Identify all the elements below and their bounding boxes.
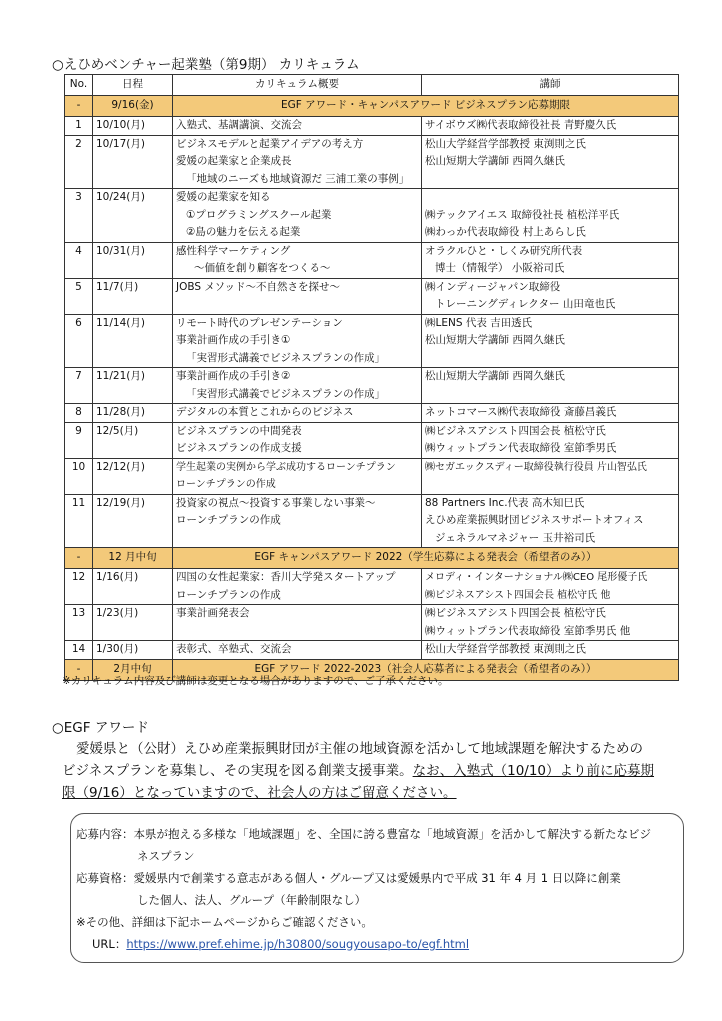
application-content-cont: ネスプラン [137,849,195,863]
row-date: 11/28(月) [93,404,173,423]
curriculum-title: ○えひめベンチャー起業塾（第9期） カリキュラム [52,57,360,73]
table-row [65,135,679,189]
egf-deadline-notice: 限（9/16）となっていますので、社会人の方はご留意ください。 [62,785,457,801]
application-qualification-label: 応募資格： [76,871,134,885]
summary-line: 「実習形式講義でビジネスプランの作成」 [186,387,386,400]
table-row [65,278,679,314]
row-date: 10/31(月) [93,242,173,278]
table-row [65,422,679,458]
table-row-highlight [65,548,679,569]
lecturer-line: サイボウズ㈱代表取締役社長 青野慶久氏 [425,119,617,131]
lecturer-line: ㈱テックアイエス 取締役社長 植松洋平氏 [425,208,620,221]
row-lecturer [422,404,679,423]
summary-line: 愛媛の起業家と企業成長 [176,155,292,167]
summary-line: 学生起業の実例から学ぶ成功するローンチプラン [176,461,396,473]
row-date: 12 月中旬 [93,548,173,569]
header-date: 日程 [93,75,173,96]
lecturer-line: オラクルひと・しくみ研究所代表 [425,244,583,257]
table-row [65,404,679,423]
egf-deadline-notice: なお、入塾式（10/10）より前に応募期 [412,763,655,779]
summary-line: 事業計画作成の手引き① [176,334,291,346]
row-summary [173,605,422,641]
row-date: 12/5(月) [93,422,173,458]
row-lecturer [422,278,679,314]
curriculum-table [64,74,679,681]
row-summary [173,278,422,314]
summary-line: 愛媛の起業家を知る [176,191,271,203]
row-no: 7 [65,368,93,404]
summary-line: 事業計画発表会 [176,607,250,619]
lecturer-line: 博士（情報学） 小阪裕司氏 [435,262,565,274]
row-summary [173,569,422,605]
table-row [65,314,679,368]
row-summary [173,458,422,494]
row-summary [173,135,422,189]
lecturer-line: 松山大学経営学部教授 東渕則之氏 [425,643,586,655]
row-date: 1/16(月) [93,569,173,605]
row-lecturer [422,422,679,458]
application-qualification-text: 愛媛県内で創業する意志がある個人・グループ又は愛媛県内で平成 31 年 4 月 1 日以降に創業 [133,871,621,885]
row-lecturer [422,242,679,278]
summary-line: ローンチプランの作成 [176,479,276,490]
summary-line: ローンチプランの作成 [176,514,281,526]
lecturer-line: ㈱インディージャパン取締役 [425,280,561,293]
summary-line: JOBS メソッド～不自然さを探せ～ [176,280,341,293]
summary-line: 「実習形式講義でビジネスプランの作成」 [186,351,386,364]
row-no: 1 [65,117,93,136]
row-no: 4 [65,242,93,278]
row-summary [173,641,422,660]
row-summary [173,117,422,136]
summary-line: 「地域のニーズも地域資源だ 三浦工業の事例」 [186,172,410,185]
row-summary [173,314,422,368]
header-no: No. [65,75,93,96]
row-no: 5 [65,278,93,314]
row-no: 10 [65,458,93,494]
row-date: 11/7(月) [93,278,173,314]
row-date: 11/21(月) [93,368,173,404]
lecturer-line: ㈱LENS 代表 吉田透氏 [425,316,533,329]
summary-line: 感性科学マーケティング [176,244,291,257]
summary-line: ②島の魅力を伝える起業 [186,226,301,238]
row-merged: EGF キャンパスアワード 2022（学生応募による発表会（希望者のみ）） [173,548,679,569]
application-content [76,823,651,845]
row-date: 11/14(月) [93,314,173,368]
row-lecturer [422,569,679,605]
summary-line: ①プログラミングスクール起業 [186,208,332,221]
egf-description-line: 愛媛県と（公財）えひめ産業振興財団が主催の地域資源を活かして地域課題を解決するための [76,741,643,757]
row-lecturer [422,135,679,189]
lecturer-line: ㈱ウィットプラン代表取締役 室節季男氏 [425,442,617,454]
table-row [65,494,679,548]
details-note: ※その他、詳細は下記ホームページからご確認ください。 [76,915,373,929]
lecturer-line [425,189,675,207]
row-no: 8 [65,404,93,423]
lecturer-line: ジェネラルマネジャー 玉井裕司氏 [435,531,596,544]
row-merged: EGF アワード・キャンパスアワード ビジネスプラン応募期限 [173,96,679,117]
url-row [92,933,469,955]
row-date: 12/19(月) [93,494,173,548]
egf-description [62,738,682,804]
row-date: 12/12(月) [93,458,173,494]
summary-line: ～価値を創り顧客をつくる～ [194,262,331,274]
row-date: 1/23(月) [93,605,173,641]
row-lecturer [422,189,679,243]
row-date: 10/24(月) [93,189,173,243]
summary-line: 事業計画作成の手引き② [176,370,291,382]
row-lecturer [422,314,679,368]
lecturer-line: ㈱セガエックスディー取締役執行役員 片山智弘氏 [425,461,647,473]
lecturer-line: ㈱ビジネスアシスト四国会長 植松守氏 [425,607,606,619]
lecturer-line: ㈱ウィットプラン代表取締役 室節季男氏 他 [425,624,631,637]
row-no: 3 [65,189,93,243]
application-qualification [76,867,621,889]
lecturer-line: ㈱わっか代表取締役 村上あらし氏 [425,226,586,238]
summary-line: デジタルの本質とこれからのビジネス [176,406,354,418]
lecturer-line: 松山短期大学講師 西岡久継氏 [425,370,565,382]
lecturer-line: メロディ・インターナショナル㈱CEO 尾形優子氏 [425,572,648,583]
row-date: 2月中旬 [93,659,173,680]
url-label: URL： [92,937,127,951]
summary-line: 四国の女性起業家：香川大学発スタートアップ [176,571,396,583]
egf-description-line [62,760,682,782]
summary-line: ビジネスプランの作成支援 [176,442,302,454]
table-row [65,569,679,605]
row-date: 9/16(金) [93,96,173,117]
lecturer-line: ネットコマース㈱代表取締役 斎藤昌義氏 [425,406,617,418]
egf-description-text: ビジネスプランを募集し、その実現を図る創業支援事業。 [62,763,413,779]
row-no: 13 [65,605,93,641]
header-lecturer: 講師 [422,75,679,96]
row-date: 10/17(月) [93,135,173,189]
summary-line: ビジネスモデルと起業アイデアの考え方 [176,137,364,150]
row-no: 11 [65,494,93,548]
lecturer-line: 松山大学経営学部教授 東渕則之氏 [425,137,586,150]
row-no: - [65,96,93,117]
row-summary [173,404,422,423]
table-row [65,189,679,243]
row-no: 6 [65,314,93,368]
row-no: 14 [65,641,93,660]
lecturer-line: 松山短期大学講師 西岡久継氏 [425,155,565,167]
curriculum-note: ※カリキュラム内容及び講師は変更となる場合がありますので、ご了承ください。 [62,675,449,687]
summary-line: ローンチプランの作成 [176,588,281,601]
application-content-label: 応募内容： [76,827,134,841]
lecturer-line: ㈱ビジネスアシスト四国会長 植松守氏 [425,424,606,437]
table-row [65,117,679,136]
row-lecturer [422,117,679,136]
summary-line: 投資家の視点～投資する事業しない事業～ [176,496,376,509]
row-date: 1/30(月) [93,641,173,660]
row-no: - [65,659,93,680]
row-no: - [65,548,93,569]
row-lecturer [422,368,679,404]
application-qualification-cont: した個人、法人、グループ（年齢制限なし） [137,893,367,907]
row-date: 10/10(月) [93,117,173,136]
row-summary [173,368,422,404]
row-summary [173,494,422,548]
table-header-row [65,75,679,96]
summary-line: リモート時代のプレゼンテーション [176,316,343,329]
table-row [65,605,679,641]
row-no: 12 [65,569,93,605]
lecturer-line: えひめ産業振興財団ビジネスサポートオフィス [425,514,644,526]
row-lecturer [422,605,679,641]
lecturer-line: 88 Partners Inc.代表 高木知巳氏 [425,496,585,509]
row-lecturer [422,641,679,660]
row-summary [173,242,422,278]
table-row [65,242,679,278]
row-merged: EGF アワード 2022-2023（社会人応募者による発表会（希望者のみ）） [173,659,679,680]
row-no: 2 [65,135,93,189]
summary-line: 表彰式、卒塾式、交流会 [176,643,292,655]
row-no: 9 [65,422,93,458]
row-lecturer [422,458,679,494]
egf-url-link[interactable]: https://www.pref.ehime.jp/h30800/sougyousapo-to/egf.html [126,937,470,951]
row-summary [173,422,422,458]
lecturer-line: 松山短期大学講師 西岡久継氏 [425,334,565,346]
lecturer-line: ㈱ビジネスアシスト四国会長 植松守氏 他 [425,589,611,601]
table-row-highlight [65,96,679,117]
row-summary [173,189,422,243]
table-row [65,368,679,404]
summary-line: ビジネスプランの中間発表 [176,424,302,437]
summary-line: 入塾式、基調講演、交流会 [176,119,302,131]
egf-award-title: ○EGF アワード [52,720,149,736]
table-row [65,458,679,494]
row-lecturer [422,494,679,548]
lecturer-line: トレーニングディレクター 山田竜也氏 [435,298,616,310]
header-summary: カリキュラム概要 [173,75,422,96]
table-row [65,641,679,660]
application-content-text: 本県が抱える多様な「地域課題」を、全国に誇る豊富な「地域資源」を活かして解決する新たなビジ [133,827,651,841]
